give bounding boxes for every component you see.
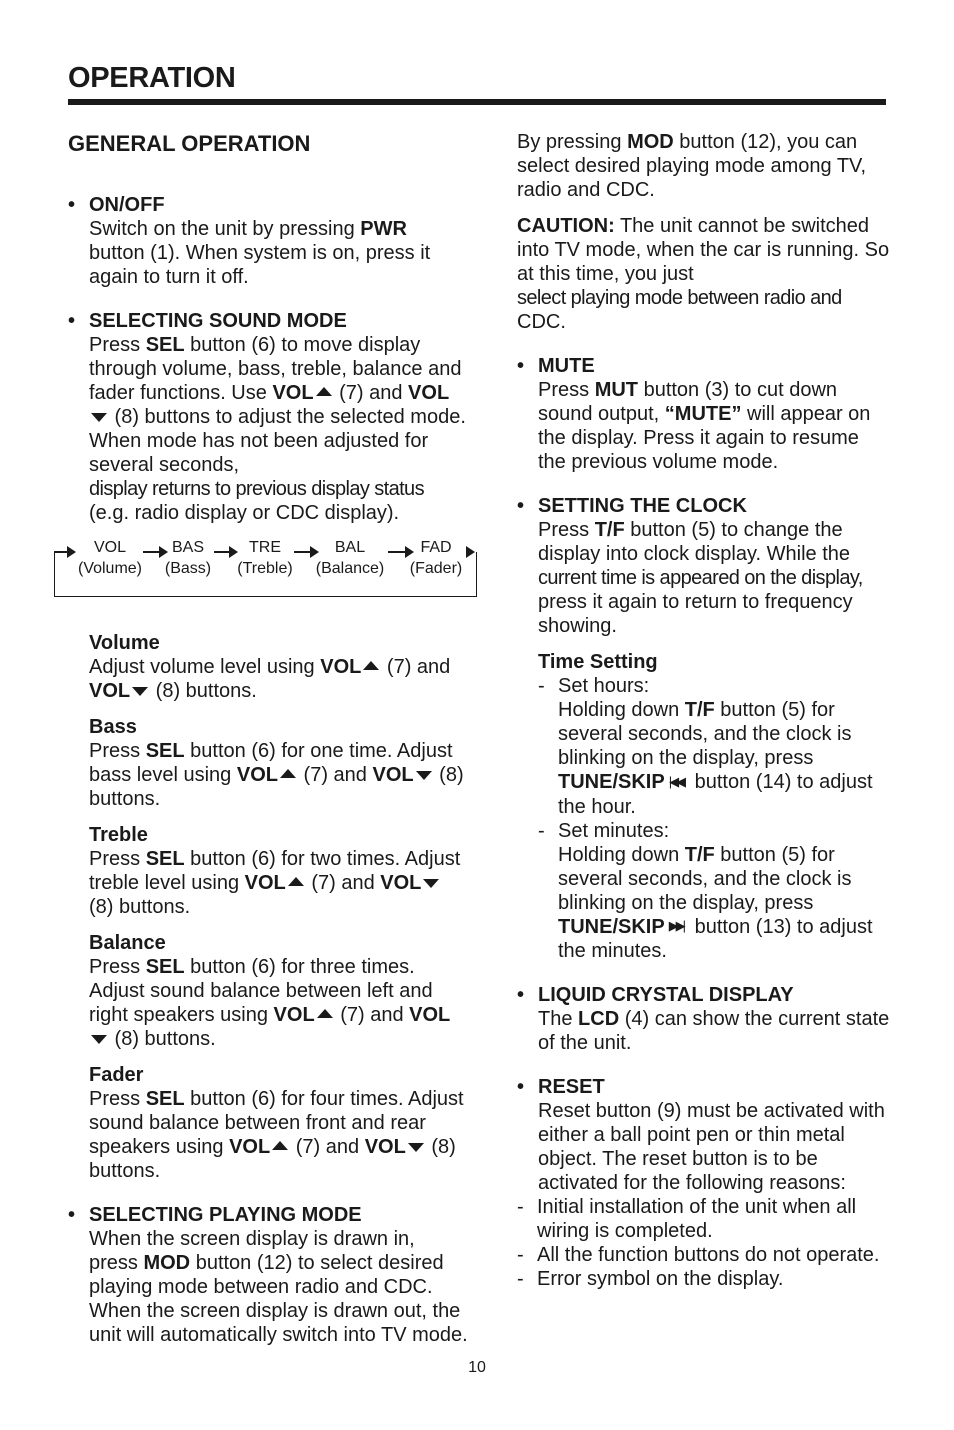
- bullet-mute: [517, 354, 892, 474]
- skip-forward-icon: ▶▶|: [668, 918, 684, 934]
- vol-up-icon: [363, 661, 379, 670]
- bullet-title: SETTING THE CLOCK: [538, 495, 747, 517]
- section-heading: GENERAL OPERATION: [68, 131, 311, 156]
- left-column: [68, 130, 468, 1367]
- bullet-title: SELECTING SOUND MODE: [89, 310, 347, 332]
- vol-down-icon: [91, 1035, 107, 1044]
- list-item: - Error symbol on the display.: [517, 1268, 784, 1291]
- bullet-dot: •: [517, 495, 525, 517]
- flow-item-bal: BAL (Balance): [315, 539, 385, 577]
- sub-fader: Fader Press SEL button (6) for four times. Adjust sound balance between front and rear speakers using VOL (7) and VOL (8) buttons.: [89, 1064, 464, 1182]
- flow-arrow-icon: [464, 551, 467, 553]
- skip-back-icon: |◀◀: [668, 773, 684, 789]
- flow-item-tre: TRE (Treble): [237, 539, 293, 577]
- vol-down-icon: [416, 771, 432, 780]
- flow-arrow-icon: [294, 551, 311, 553]
- bullet-body: Press MUT button (3) to cut down sound output, “MUTE” will appear on the display. Press it again to resume the previous volume mode.: [538, 379, 871, 473]
- bullet-body: Switch on the unit by pressing PWR button (1). When system is on, press it again to turn it off.: [89, 218, 431, 288]
- bullet-title: ON/OFF: [89, 194, 165, 216]
- bullet-title: SELECTING PLAYING MODE: [89, 1204, 362, 1226]
- page-title: OPERATION: [68, 62, 236, 94]
- flow-arrow-icon: [214, 551, 230, 553]
- bullet-body: When the screen display is drawn in, press MOD button (12) to select desired playing mode between radio and CDC. When the screen display is drawn out, the unit will automatically switch into TV mode.: [89, 1228, 468, 1346]
- flow-item-bas: BAS (Bass): [164, 539, 212, 577]
- right-column: [517, 130, 892, 1291]
- mod-paragraph: By pressing MOD button (12), you can select desired playing mode among TV, radio and CDC.: [517, 131, 867, 201]
- list-item: - All the function buttons do not operate.: [517, 1244, 880, 1267]
- vol-up-icon: [288, 877, 304, 886]
- bullet-body: The LCD (4) can show the current state of the unit.: [538, 1008, 890, 1055]
- vol-up-icon: [280, 769, 296, 778]
- bullet-dot: •: [68, 194, 76, 216]
- vol-up-icon: [317, 1009, 333, 1018]
- bullet-lcd: [517, 983, 892, 1055]
- bullet-dot: •: [517, 984, 525, 1007]
- sub-treble: Treble Press SEL button (6) for two times. Adjust treble level using VOL (7) and VOL (8) buttons.: [89, 824, 461, 918]
- vol-down-icon: [132, 687, 148, 696]
- bullet-dot: •: [68, 310, 76, 332]
- page-number: 10: [468, 1359, 486, 1376]
- sub-volume: Volume Adjust volume level using VOL (7) and VOL (8) buttons.: [89, 632, 451, 702]
- bullet-onoff: [68, 193, 468, 289]
- time-minutes-item: - Set minutes: Holding down T/F button (5) for several seconds, and the clock is blinking on the display, press TUNE/SKIP ▶▶| button (13) to adjust the minutes.: [538, 819, 873, 963]
- bullet-body: Reset button (9) must be activated with either a ball point pen or thin metal object. The reset button is to be activated for the following reasons:: [538, 1100, 885, 1195]
- flow-arrow-icon: [54, 551, 68, 553]
- bullet-dot: •: [517, 1076, 525, 1099]
- vol-up-icon: [272, 1141, 288, 1150]
- list-item: - Initial installation of the unit when all wiring is completed.: [517, 1196, 857, 1243]
- flow-item-vol: VOL (Volume): [77, 539, 143, 577]
- bullet-reset: [517, 1075, 892, 1195]
- bullet-title: MUTE: [538, 355, 595, 377]
- bullet-clock: [517, 494, 892, 638]
- caution-paragraph: CAUTION: The unit cannot be switched into TV mode, when the car is running. So at this time, you just select playing mode between radio and CDC.: [517, 215, 890, 333]
- bullet-playing-mode: [68, 1203, 468, 1347]
- bullet-title: LIQUID CRYSTAL DISPLAY: [538, 984, 794, 1007]
- bullet-dot: •: [517, 355, 525, 377]
- bullet-body: Press SEL button (6) to move display through volume, bass, treble, balance and fader functions. Use VOL (7) and VOL (8) buttons to adjust the selected mode. When mode has not been adjusted for several seconds, display returns to previous display status (e.g. radio display or CDC display).: [89, 334, 466, 524]
- vol-up-icon: [316, 387, 332, 396]
- flow-arrow-icon: [388, 551, 406, 553]
- reset-reasons-list: [517, 1195, 892, 1291]
- bullet-body: Press T/F button (5) to change the display into clock display. While the current time is appeared on the display, press it again to return to frequency showing.: [538, 519, 863, 637]
- title-rule: [68, 99, 886, 105]
- bullet-title: RESET: [538, 1076, 605, 1099]
- vol-down-icon: [423, 879, 439, 888]
- flow-item-fad: FAD (Fader): [409, 539, 463, 577]
- sub-bass: Bass Press SEL button (6) for one time. Adjust bass level using VOL (7) and VOL (8) buttons.: [89, 716, 464, 810]
- vol-down-icon: [408, 1143, 424, 1152]
- bullet-sound-mode: [68, 309, 468, 525]
- sound-mode-flow-diagram: [54, 535, 477, 615]
- vol-down-icon: [91, 413, 107, 422]
- bullet-dot: •: [68, 1204, 76, 1226]
- sub-time-setting: Time Setting - Set hours: Holding down T/F button (5) for several seconds, and the clock is blinking on the display, press TUNE/SKIP |◀◀ button (14) to adjust the hour. - Set minutes: Holding down T/F button (5) for several seconds, and the clock is blinking on the display, press TUNE/SKIP ▶▶| button (13) to adjust the minutes.: [517, 650, 892, 963]
- flow-arrow-icon: [143, 551, 160, 553]
- sub-balance: Balance Press SEL button (6) for three times. Adjust sound balance between left and right speakers using VOL (7) and VOL (8) buttons.: [89, 932, 451, 1050]
- time-hours-item: - Set hours: Holding down T/F button (5) for several seconds, and the clock is blinking on the display, press TUNE/SKIP |◀◀ button (14) to adjust the hour.: [538, 675, 873, 818]
